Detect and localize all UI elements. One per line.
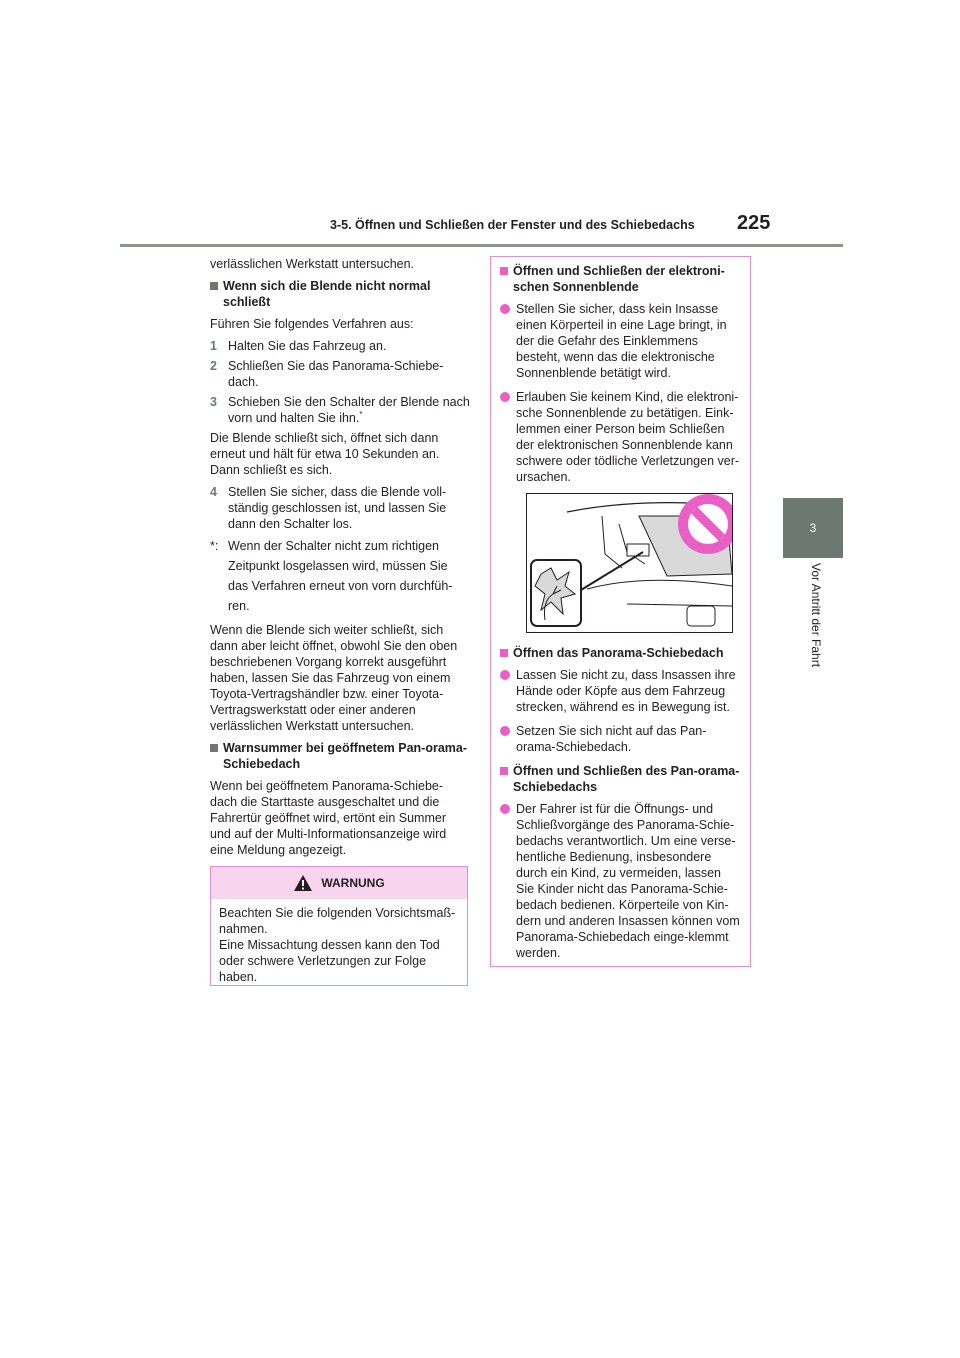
bullet-item bbox=[500, 667, 742, 715]
square-bullet-icon bbox=[500, 267, 508, 275]
header-divider bbox=[120, 244, 843, 247]
warning-label: WARNUNG bbox=[321, 876, 385, 890]
sunshade-pinch-hazard-illustration bbox=[526, 493, 733, 633]
warning-triangle-icon bbox=[293, 874, 313, 892]
square-bullet-icon bbox=[210, 744, 218, 752]
heading-sunshade bbox=[500, 263, 742, 295]
round-bullet-icon bbox=[500, 804, 510, 814]
step-number: 2 bbox=[210, 359, 217, 373]
warning-text-consequences: Eine Missachtung dessen kann den Tod oder schwere Verletzungen zur Folge haben. bbox=[219, 938, 440, 984]
step-item bbox=[210, 338, 470, 354]
heading-buzzer bbox=[210, 740, 470, 772]
round-bullet-icon bbox=[500, 670, 510, 680]
bullet-item bbox=[500, 301, 742, 381]
buzzer-text: Wenn bei geöffnetem Panorama-Schiebe-dach die Starttaste ausgeschaltet und die Fahrertür geöffnet wird, ertönt ein Summer und auf der Multi-Informationsanzeige wird eine Meldung angezeigt. bbox=[210, 779, 447, 857]
step-item bbox=[210, 484, 470, 532]
bullet-item bbox=[500, 723, 742, 755]
heading-text: Wenn sich die Blende nicht normal schließt bbox=[223, 279, 431, 309]
chapter-tab[interactable] bbox=[783, 498, 843, 558]
page-number: 225 bbox=[737, 212, 771, 234]
heading-text: Öffnen und Schließen des Pan-orama-Schiebedachs bbox=[513, 764, 740, 794]
bullet-item bbox=[500, 801, 742, 961]
left-column bbox=[210, 256, 470, 864]
warning-body bbox=[211, 899, 467, 991]
right-warning-column bbox=[490, 256, 751, 967]
square-bullet-icon bbox=[500, 649, 508, 657]
intro-text: verlässlichen Werkstatt untersuchen. bbox=[210, 257, 415, 271]
footnote bbox=[210, 536, 470, 616]
bullet-text: Setzen Sie sich nicht auf das Pan-orama-Schiebedach. bbox=[516, 724, 707, 754]
footnote-text: Wenn der Schalter nicht zum richtigen Zeitpunkt losgelassen wird, müssen Sie das Verfahren erneut von vorn durchfüh-ren. bbox=[228, 539, 453, 613]
heading-text: Öffnen und Schließen der elektroni-schen Sonnenblende bbox=[513, 264, 725, 294]
round-bullet-icon bbox=[500, 304, 510, 314]
step-text: Stellen Sie sicher, dass die Blende voll-ständig geschlossen ist, und lassen Sie dann den Schalter los. bbox=[228, 485, 447, 531]
warning-header bbox=[211, 867, 467, 899]
heading-text: Warnsummer bei geöffnetem Pan-orama-Schiebedach bbox=[223, 741, 468, 771]
dealer-text: Wenn die Blende sich weiter schließt, sich dann aber leicht öffnet, obwohl Sie den oben beschriebenen Vorgang korrekt ausgeführt haben, lassen Sie das Fahrzeug von einem Toyota-Vertragshändler bzw. einer Toyota-Vertragswerkstatt oder einer anderen verlässlichen Werkstatt untersuchen. bbox=[210, 623, 458, 733]
square-bullet-icon bbox=[500, 767, 508, 775]
step-number: 3 bbox=[210, 395, 217, 409]
heading-blind-not-closing bbox=[210, 278, 470, 310]
blind-behavior-text: Die Blende schließt sich, öffnet sich dann erneut und hält für etwa 10 Sekunden an. Dann schließt es sich. bbox=[210, 431, 440, 477]
footnote-mark: *: bbox=[210, 539, 219, 553]
step-item bbox=[210, 394, 470, 426]
bullet-item bbox=[500, 389, 742, 485]
step-text: Halten Sie das Fahrzeug an. bbox=[228, 339, 387, 353]
bullet-text: Erlauben Sie keinem Kind, die elektroni-sche Sonnenblende zu betätigen. Eink-lemmen einer Person beim Schließen der elektronischen Sonnenblende kann schwere oder tödliche Verletzungen ver-ursachen. bbox=[516, 390, 740, 484]
warning-box bbox=[210, 866, 468, 986]
step-number: 1 bbox=[210, 339, 217, 353]
heading-text: Öffnen das Panorama-Schiebedach bbox=[513, 646, 724, 660]
bullet-text: Der Fahrer ist für die Öffnungs- und Schließvorgänge des Panorama-Schie-bedachs verantwortlich. Um eine verse-hentliche Bedienung, insbesondere durch ein Kind, zu vermeiden, lassen Sie Kinder nicht das Panorama-Schie-bedach bedienen. Körperteile von Kin-dern und anderen Insassen können vom Panorama-Schiebedach einge-klemmt werden. bbox=[516, 802, 740, 960]
round-bullet-icon bbox=[500, 726, 510, 736]
heading-open-panorama bbox=[500, 645, 742, 661]
heading-open-close-panorama bbox=[500, 763, 742, 795]
step-item bbox=[210, 358, 470, 390]
section-title: 3-5. Öffnen und Schließen der Fenster und des Schiebedachs bbox=[330, 218, 695, 232]
square-bullet-icon bbox=[210, 282, 218, 290]
warning-text-precautions: Beachten Sie die folgenden Vorsichtsmaß-nahmen. bbox=[219, 906, 456, 936]
procedure-intro: Führen Sie folgendes Verfahren aus: bbox=[210, 317, 414, 331]
step-number: 4 bbox=[210, 485, 217, 499]
step-text: Schließen Sie das Panorama-Schiebe-dach. bbox=[228, 359, 444, 389]
bullet-text: Lassen Sie nicht zu, dass Insassen ihre Hände oder Köpfe aus dem Fahrzeug strecken, während es in Bewegung ist. bbox=[516, 668, 736, 714]
step-text: Schieben Sie den Schalter der Blende nach vorn und halten Sie ihn. bbox=[228, 395, 470, 425]
chapter-number: 3 bbox=[809, 521, 817, 535]
footnote-ref: * bbox=[359, 409, 363, 419]
bullet-text: Stellen Sie sicher, dass kein Insasse einen Körperteil in eine Lage bringt, in der die Gefahr des Einklemmens besteht, wenn das die elektronische Sonnenblende betätigt wird. bbox=[516, 302, 727, 380]
round-bullet-icon bbox=[500, 392, 510, 402]
chapter-title: Vor Antritt der Fahrt bbox=[809, 563, 823, 668]
